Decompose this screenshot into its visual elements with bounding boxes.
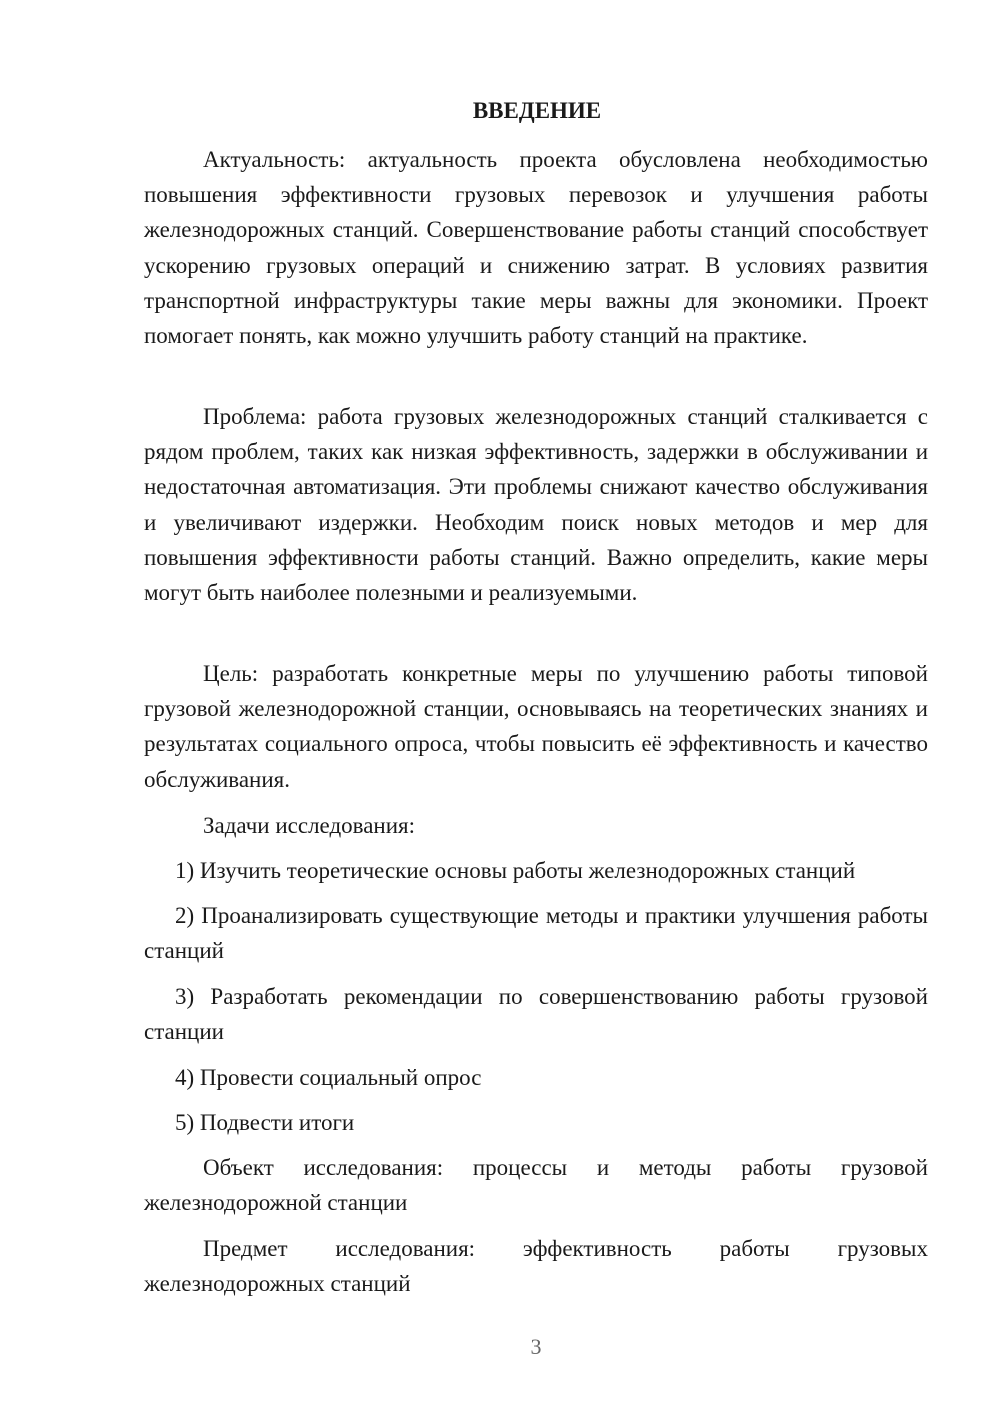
page-number: 3	[530, 1334, 542, 1359]
task-list-item: 1) Изучить теоретические основы работы железнодорожных станций	[175, 858, 856, 883]
task-list-item: 2) Проанализировать существующие методы и практики улучшения работы станций	[144, 903, 928, 964]
task-list-item: 5) Подвести итоги	[175, 1110, 355, 1135]
section-heading: ВВЕДЕНИЕ	[472, 98, 602, 123]
research-object-paragraph: Объект исследования: процессы и методы работы грузовой железнодорожной станции	[144, 1155, 928, 1216]
problem-paragraph: Проблема: работа грузовых железнодорожных станций сталкивается с рядом проблем, таких как низкая эффективность, задержки в обслуживании и недостаточная автоматизация. Эти проблемы снижают качество обслуживания и увеличивают издержки. Необходим поиск новых методов и мер для повышения эффективности работы станций. Важно определить, какие меры могут быть наиболее полезными и реализуемыми.	[144, 404, 928, 606]
goal-paragraph: Цель: разработать конкретные меры по улучшению работы типовой грузовой железнодорожной станции, основываясь на теоретических знаниях и результатах социального опроса, чтобы повысить её эффективность и качество обслуживания.	[144, 661, 928, 792]
relevance-paragraph: Актуальность: актуальность проекта обусловлена необходимостью повышения эффективности грузовых перевозок и улучшения работы железнодорожных станций. Совершенствование работы станций способствует ускорению грузовых операций и снижению затрат. В условиях развития транспортной инфраструктуры такие меры важны для экономики. Проект помогает понять, как можно улучшить работу станций на практике.	[144, 147, 928, 349]
research-subject-paragraph: Предмет исследования: эффективность работы грузовых железнодорожных станций	[144, 1236, 928, 1297]
task-list-item: 4) Провести социальный опрос	[175, 1065, 482, 1090]
task-list-item: 3) Разработать рекомендации по совершенствованию работы грузовой станции	[144, 984, 928, 1045]
tasks-heading: Задачи исследования:	[203, 813, 416, 838]
